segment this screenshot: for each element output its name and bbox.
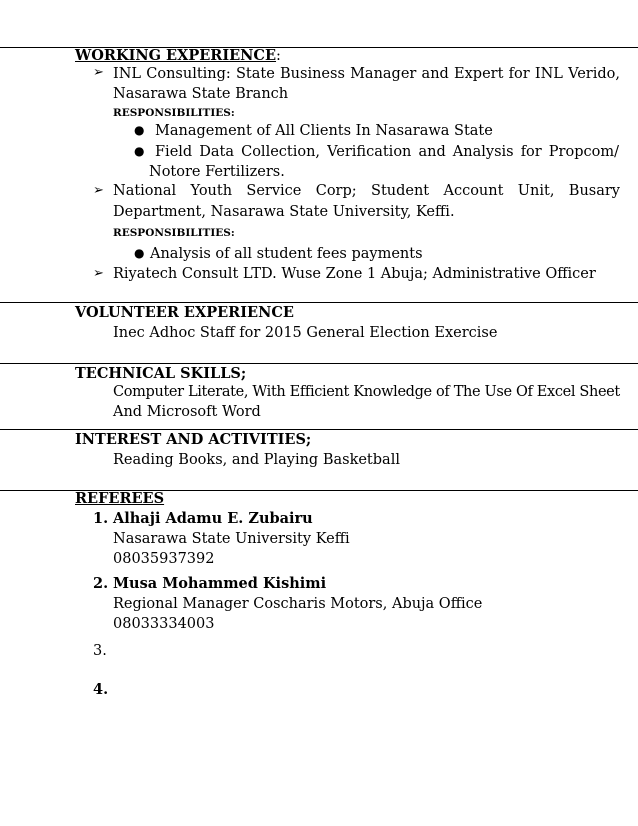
job-1-title-cont: Nasarawa State Branch	[113, 86, 289, 102]
duty-item: Analysis of all student fees payments	[150, 246, 423, 262]
working-experience-heading: WORKING EXPERIENCE:	[75, 47, 281, 64]
referee-org: Regional Manager Coscharis Motors, Abuja Office	[113, 596, 483, 612]
interests-text: Reading Books, and Playing Basketball	[113, 452, 400, 468]
job-2-title: National Youth Service Corp; Student Account Unit, Busary	[113, 183, 620, 199]
referees-heading: REFEREES	[75, 490, 165, 507]
interests-heading: INTEREST AND ACTIVITIES;	[75, 431, 312, 448]
bullet-icon: ●	[134, 144, 145, 158]
job-3-title: Riyatech Consult LTD. Wuse Zone 1 Abuja; Administrative Officer	[113, 266, 596, 282]
referee-org: Nasarawa State University Keffi	[113, 531, 350, 547]
volunteer-heading: VOLUNTEER EXPERIENCE	[75, 304, 294, 321]
volunteer-text: Inec Adhoc Staff for 2015 General Election Exercise	[113, 325, 498, 341]
referee-number: 3.	[93, 643, 107, 659]
referee-phone: 08033334003	[113, 616, 215, 632]
bullet-icon: ●	[134, 246, 145, 260]
referee-name: Alhaji Adamu E. Zubairu	[113, 510, 313, 527]
technical-skills-heading: TECHNICAL SKILLS;	[75, 365, 247, 382]
responsibilities-label: RESPONSIBILITIES:	[113, 227, 235, 239]
responsibilities-label: RESPONSIBILITIES:	[113, 107, 235, 119]
referee-number: 4.	[93, 681, 109, 698]
arrow-bullet-icon: ➢	[93, 65, 104, 80]
referee-name: Musa Mohammed Kishimi	[113, 575, 327, 592]
technical-skills-text-cont: And Microsoft Word	[113, 404, 261, 420]
job-1-title: INL Consulting: State Business Manager and Expert for INL Verido,	[113, 66, 620, 82]
referee-phone: 08035937392	[113, 551, 215, 567]
arrow-bullet-icon: ➢	[93, 183, 104, 198]
arrow-bullet-icon: ➢	[93, 266, 104, 281]
duty-item: Field Data Collection, Verification and Analysis for Propcom/	[155, 144, 619, 160]
job-2-title-cont: Department, Nasarawa State University, Keffi.	[113, 204, 455, 220]
referee-number: 1.	[93, 510, 109, 527]
duty-item-cont: Notore Fertilizers.	[149, 164, 285, 180]
technical-skills-text: Computer Literate, With Efficient Knowledge of The Use Of Excel Sheet	[113, 384, 620, 400]
duty-item: Management of All Clients In Nasarawa State	[155, 123, 493, 139]
bullet-icon: ●	[134, 123, 145, 137]
referee-number: 2.	[93, 575, 109, 592]
